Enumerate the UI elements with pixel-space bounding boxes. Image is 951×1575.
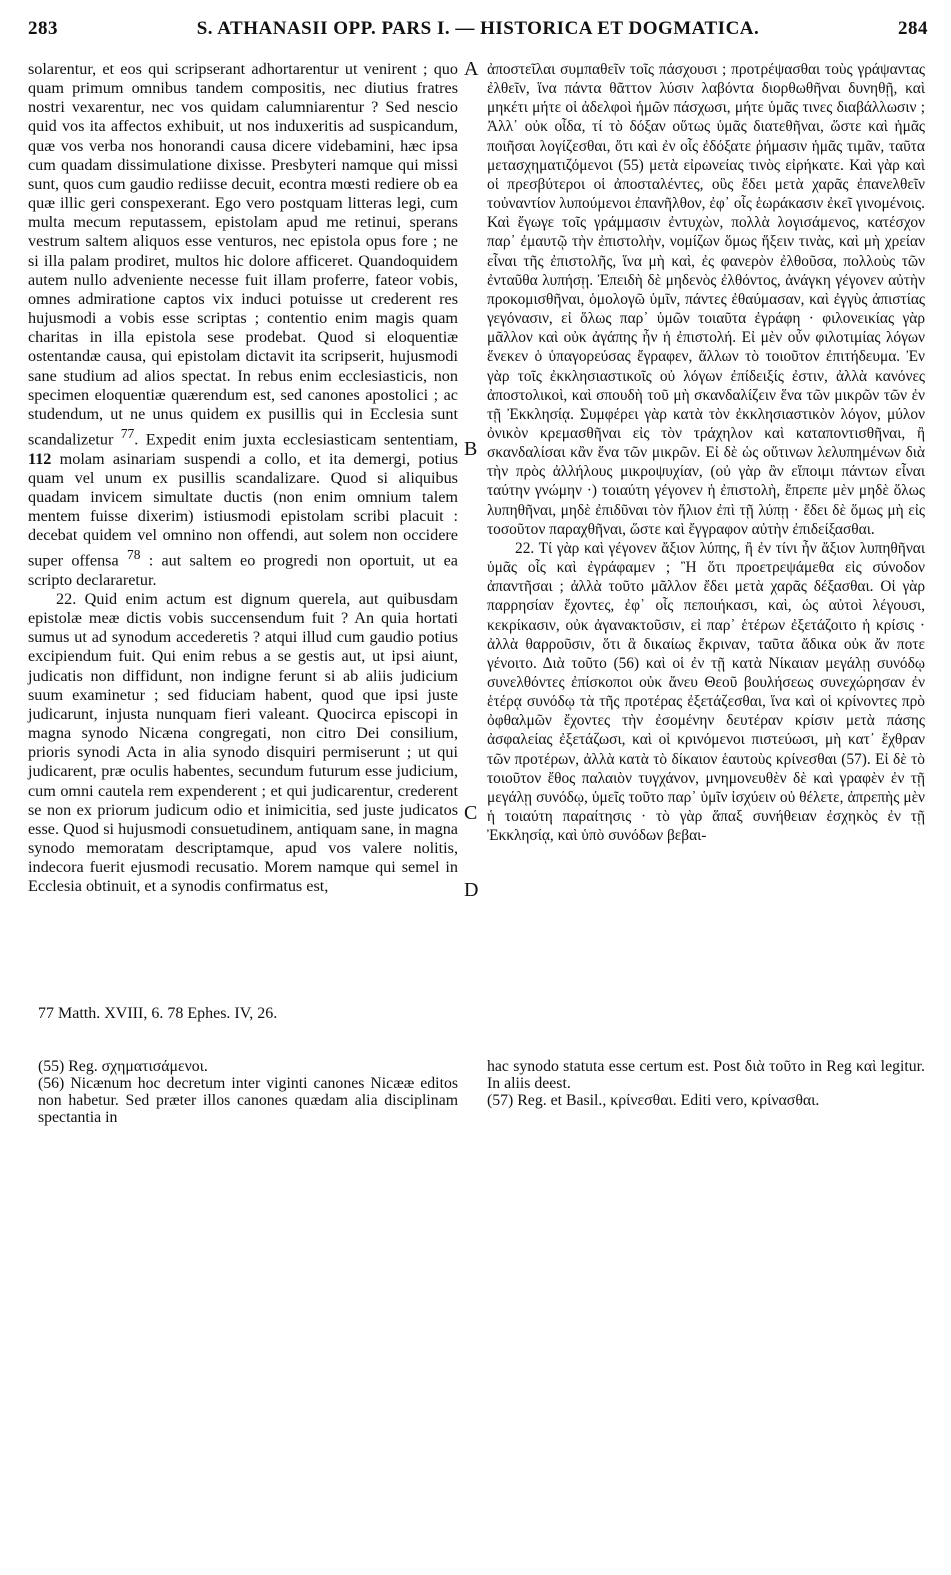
margin-marker-c: C <box>464 802 478 824</box>
latin-text-1d: : aut saltem eo progredi non oportuit, ut ea scripto declararetur. <box>28 551 458 589</box>
greek-text-2b: καὶ οἱ ἐν τῇ κατὰ Νίκαιαν μεγάλῃ συνόδῳ συνελθόντες ἐπίσκοποι οὐκ ἄνευ Θεοῦ βουλήσεως συνεχώρησαν ἐν ἑτέρᾳ συνόδῳ τὰ τῆς προτέρας ἐξετάζεσθαι, ἵνα καὶ οἱ κρίνοντες πρὸ ὀφθαλμῶν ἔχοντες τὴν ἐσομένην δευτέραν κρίσιν μετὰ πάσης ἀσφαλείας ἐξετάζωσι, καὶ οἱ κρινόμενοι πιστεύωσι, μὴ κατ᾽ ἔχθραν τῶν προτέρων, ἀλλὰ κατὰ τὸ δίκαιον ἑαυτοὺς κρίνεσθαι <box>487 654 925 768</box>
latin-paragraph-1 <box>28 60 458 590</box>
margin-marker-b: B <box>464 438 478 460</box>
note-55: (55) Reg. σχηματισάμενοι. <box>38 1058 208 1075</box>
note-56: (56) Nicænum hoc decretum inter viginti canones Nicææ editos non habetur. Sed præter illos canones quædam alia disciplinam spectantia in <box>38 1075 458 1126</box>
running-header <box>28 18 928 42</box>
marginal-number: 112 <box>28 449 52 468</box>
page-number-right: 284 <box>898 18 928 39</box>
greek-text-2c: . Εἰ δὲ τὸ τοιοῦτον ἔθος παλαιὸν τυγχάνον, μνημονευθὲν δὲ καὶ γραφὲν ἐν τῇ μεγάλῃ συνόδῳ, ὑμεῖς τοῦτο παρ᾽ ὑμῖν ἰσχύειν οὐ θέλετε, ἀπρεπὴς μὲν ἡ τοιαύτη παραίτησις · τὸ γὰρ ἅπαξ συνήθειαν ἐσχηκὸς ἐν τῇ Ἐκκλησίᾳ, καὶ ὑπὸ συνόδων βεβαι- <box>487 750 926 845</box>
latin-text-1c: molam asinariam suspendi a collo, et ita demergi, potius quam vel unum ex pusillis scandalizare. Quod si aliquibus quadam invicem simultate ductis (non enim omnium talem mentem fuisse dixerim) istiusmodi epistolam scribi placuit : decebat quidem vel omnino non offendi, aut solem non occidere super offensa <box>28 449 458 570</box>
greek-text-1b: μετὰ εἰρωνείας τινὸς εἰρήκατε. Καὶ γὰρ καὶ οἱ πρεσβύτεροι οἱ ἀποσταλέντες, οὓς ἔδει μετὰ χαρᾶς ἐπανελθεῖν τοὐναντίον λυπούμενοι ἐπανῆλθον, ἐφ᾽ οἷς ἑωράκασιν ἐκεῖ γινομένοις. Καὶ ἔγωγε τοῖς γράμμασιν ἐντυχὼν, πολλὰ λογισάμενος, κατέσχον παρ᾽ ἐμαυτῷ τὴν ἐπιστολὴν, νομίζων ὅμως ἥξειν τινὰς, καὶ μὴ χρείαν εἶναι τῆς ἐπιστολῆς, ἵνα μὴ καὶ, ἐς φανερὸν ἐλθοῦσα, πολλοὺς τῶν ἐνταῦθα λυπήσῃ. Ἐπειδὴ δὲ μηδενὸς ἐλθόντος, ἀνάγκη γέγονεν αὐτὴν προκομισθῆναι, ὁμολογῶ ὑμῖν, πάντες ἐθαύμασαν, καὶ ἐγγὺς ἀπιστίας γεγόνασιν, εἰ ὅλως παρ᾽ ὑμῶν τοιαῦτα ἐγράφη · φιλονεικίας γὰρ μᾶλλον καὶ οὐκ ἀγάπης ἦν ἡ ἐπιστολή. Εἰ μὲν οὖν φιλοτιμίας λόγων ἕνεκεν ὁ ὑπαγορεύσας ἔγραφεν, ἄλλων τὸ τοιοῦτον ἐπιτήδευμα. Ἐν γὰρ τοῖς ἐκκλησιαστικοῖς οὐ λόγων ἐπίδειξίς ἐστιν, ἀλλὰ κανόνες ἀποστολικοὶ, καὶ σπουδὴ τοῦ μὴ σκανδαλίζειν ἕνα τῶν μικρῶν τῶν ἐν τῇ Ἐκκλησίᾳ. Συμφέρει γὰρ κατὰ τὸν ἐκκλησιαστικὸν λόγον, μύλον ὀνικὸν κρεμασθῆναι εἰς τὸν τράχηλον καὶ καταποντισθῆναι, ἢ σκανδαλίσαι κἂν ἕνα τῶν μικρῶν. Εἰ δὲ ὡς οὕτινων λελυπημένων διὰ τὴν πρὸς ἀλλήλους μικροψυχίαν, (οὐ γὰρ ἂν εἴποιμι πάντων εἶναι ταύτην γνώμην ·) τοιαύτη γέγονεν ἡ ἐπιστολὴ, ἔπρεπε μὲν μηδὲ ὅλως λυπηθῆναι, μηδὲ ἐπιδῦναι τὸν ἥλιον ἐπὶ τῇ λύπῃ · ἔδει δὲ ὅμως μὴ εἰς τοσοῦτον παραχθῆναι, ὥστε καὶ ἔγγραφον αὐτὴν ἐπιδείξασθαι. <box>487 156 925 538</box>
greek-paragraph-2 <box>487 539 925 846</box>
latin-text-1a: solarentur, et eos qui scripserant adhortarentur ut venirent ; quo quam primum omnibus tandem compositis, nec diutius fratres nostri vexarentur, nec vos quidam calumniarentur ? Sed nescio quid vos ita affectos exhibuit, ut nos induxeritis ad suspicandum, quæ vos verba nos honorandi causa dicere videbamini, hæc ipsa cum quadam dissimulatione dixisse. Presbyteri namque qui missi sunt, quos cum gaudio rediisse decuit, econtra mœsti rediere ob ea quæ illic geri conspexerant. Ego vero postquam litteras legi, cum multa mecum reputassem, epistolam apud me retinui, sperans vestrum saltem aliquos esse venturos, nec epistola opus fore ; ne si illa palam prodiret, multos hic dolore afficeret. Quandoquidem autem nullo adveniente necesse fuit illam proferre, fateor vobis, omnes admiratione captos vix induci potuisse ut crederent res hujusmodi a vobis esse scriptas ; contentio enim magis quam charitas in illa epistola sese prodebat. Quod si eloquentiæ ostentandæ causa, qui epistolam dictavit ita scripserit, hujusmodi sane studium ad alios spectat. In rebus enim ecclesiasticis, non specimen eloquentiæ quærendum est, sed canones apostolici ; ac studendum, ut ne unus quidem ex pusillis qui in Ecclesia sunt scandalizetur <box>28 60 458 449</box>
page-number-left: 283 <box>28 18 58 39</box>
latin-paragraph-2: 22. Quid enim actum est dignum querela, aut quibusdam epistolæ meæ dictis vobis succensendum fuit ? An quia hortati sumus ut ad synodum accederetis ? atqui illud cum gaudio potius excipiendum fuit. Qui enim rebus a se gestis aut, ut ipsi aiunt, judicatis non diffidunt, non indigne ferunt si ab aliis judicium suum examinetur ; sed fiduciam habent, quod que ipsi juste judicarunt, injusta nunquam fieri valeant. Quocirca episcopi in magna synodo Nicæna congregati, non citro Dei consilium, prioris synodi Acta in alia synodo disquiri permiserunt ; ut qui judicarent, præ oculis habentes, secundum futurum esse judicium, cum omni cautela rem expenderent ; et qui judicarentur, crederent se non ex priorum judicum odio et inimicitia, sed juste judicatos esse. Quod si hujusmodi consuetudinem, antiquam sane, in magna synodo memoratam descriptamque, apud vos valere nolitis, indecora fuerit ejusmodi recusatio. Morem namque qui semel in Ecclesia obtinuit, et a synodis confirmatus est, <box>28 590 458 896</box>
footnote-ref-77: 77 <box>120 425 135 441</box>
note-56-continued: hac synodo statuta esse certum est. Post διὰ τοῦτο in Reg καὶ legitur. In aliis deest. <box>487 1058 925 1092</box>
note-ref-56: (56) <box>613 654 640 672</box>
greek-text-1a: ἀποστεῖλαι συμπαθεῖν τοῖς πάσχουσι ; προτρέψασθαι τοὺς γράψαντας ἐλθεῖν, ἵνα πάντα θᾶττον λύσιν λαβόντα διορθωθῆναι δυνηθῇ, καὶ μηκέτι μήτε οἱ ἀδελφοὶ ἡμῶν πάσχωσι, μήτε ὑμᾶς τινες διαβάλλωσιν ; Ἀλλ᾽ οὐκ οἶδα, τί τὸ δόξαν οὕτως ὑμᾶς διατεθῆναι, ὥστε καὶ ἡμᾶς ποιῆσαι λογίζεσθαι, ὅτι καὶ ἐν οἷς ἐδόξατε ῥήμασιν ἡμᾶς τιμᾶν, ταῦτα μετασχηματιζόμενοι <box>487 61 925 174</box>
note-ref-55: (55) <box>618 156 644 174</box>
latin-text-1b: . Expedit enim juxta ecclesiasticam sententiam, <box>134 430 458 449</box>
greek-text-2a: 22. Τί γὰρ καὶ γέγονεν ἄξιον λύπης, ἢ ἐν τίνι ἦν ἄξιον λυπηθῆναι ὑμᾶς οἷς καὶ ἐγράφαμεν ; Ἢ ὅτι προετρεψάμεθα εἰς σύνοδον ἀπαντῆσαι ; ἀλλὰ τοῦτο μᾶλλον ἔδει μετὰ χαρᾶς δέξασθαι. Οἱ γὰρ παρρησίαν ἔχοντες, ἐφ᾽ οἷς πεποιήκασι, καὶ, ὡς αὐτοὶ λέγουσι, κεκρίκασιν, οὐκ ἀγανακτοῦσιν, εἰ παρ᾽ ἑτέρων ἐξετάζοιτο ἡ κρίσις · ἀλλὰ θαρροῦσιν, ὅτι ἃ δικαίως ἔκριναν, ταῦτα ἄδικα οὐκ ἄν ποτε γένοιτο. Διὰ τοῦτο <box>487 539 925 672</box>
margin-marker-a: A <box>464 58 479 80</box>
margin-marker-d: D <box>464 879 479 901</box>
critical-notes-left <box>38 1058 458 1126</box>
footnote-ref-78: 78 <box>126 547 141 563</box>
latin-column <box>28 60 458 897</box>
greek-paragraph-1 <box>487 60 925 539</box>
note-57: (57) Reg. et Basil., κρίνεσθαι. Editi vero, κρίνασθαι. <box>487 1092 820 1109</box>
critical-notes-right <box>487 1058 925 1109</box>
greek-column <box>487 60 925 845</box>
running-title: S. ATHANASII OPP. PARS I. — HISTORICA ET DOGMATICA. <box>196 18 760 39</box>
scripture-footnotes: 77 Matth. XVIII, 6. 78 Ephes. IV, 26. <box>38 1005 278 1022</box>
note-ref-57: (57) <box>841 750 867 768</box>
